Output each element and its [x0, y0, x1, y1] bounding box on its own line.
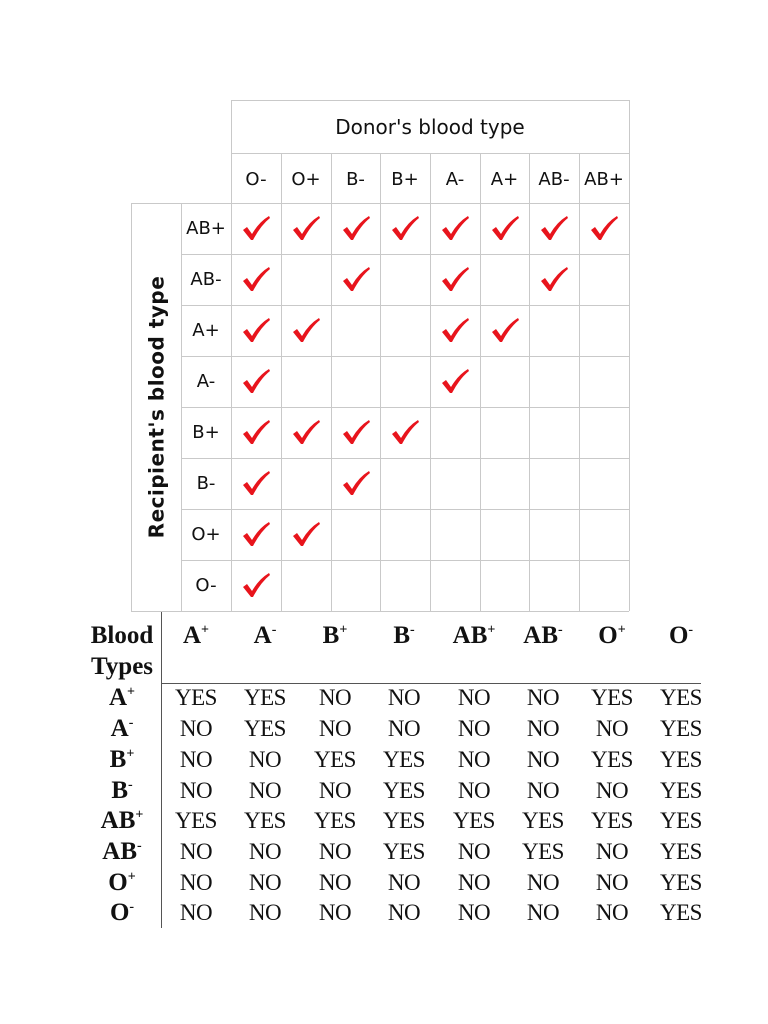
table-cell: YES — [314, 747, 356, 772]
table-cell: YES — [383, 747, 425, 772]
checkmark-icon — [231, 407, 281, 458]
table-cell: NO — [526, 900, 560, 925]
table-cell: NO — [179, 778, 213, 803]
table-cell: YES — [175, 685, 217, 710]
table-cell: NO — [179, 839, 213, 864]
checkmark-icon — [430, 254, 480, 305]
table-cell: YES — [175, 808, 217, 833]
table-cell: YES — [453, 808, 495, 833]
table-cell: YES — [383, 839, 425, 864]
table-cell: NO — [248, 778, 282, 803]
table-cell: NO — [595, 870, 629, 895]
table-cell: NO — [387, 900, 421, 925]
table-cell: NO — [179, 716, 213, 741]
table-row-header: O+ — [108, 869, 136, 896]
table-cell: NO — [595, 778, 629, 803]
recipient-blood-type-title: Recipient's blood type — [144, 275, 168, 539]
donor-type-abneg: AB- — [538, 168, 570, 190]
donor-blood-type-title: Donor's blood type — [335, 114, 525, 139]
checkmark-icon — [281, 509, 331, 560]
checkmark-icon — [231, 203, 281, 254]
table-cell: NO — [248, 747, 282, 772]
checkmark-icon — [231, 305, 281, 356]
donor-type-opos: O+ — [291, 168, 321, 190]
checkmark-icon — [231, 509, 281, 560]
recipient-type-abpos: AB+ — [186, 218, 226, 239]
checkmark-icon — [529, 203, 579, 254]
table-cell: YES — [660, 685, 702, 710]
checkmark-icon — [579, 203, 629, 254]
table-cell: NO — [179, 747, 213, 772]
table-cell: NO — [248, 900, 282, 925]
blood-types-header-line2: Types — [90, 653, 154, 680]
table-column-header: A+ — [182, 622, 210, 649]
recipient-type-abneg: AB- — [190, 269, 222, 290]
table-cell: NO — [387, 716, 421, 741]
table-cell: NO — [248, 870, 282, 895]
checkmark-icon — [430, 305, 480, 356]
table-cell: YES — [591, 808, 633, 833]
donor-type-bneg: B- — [346, 168, 365, 190]
table-column-header: AB+ — [452, 622, 496, 649]
table-horizontal-divider — [161, 683, 701, 684]
table-cell: YES — [591, 747, 633, 772]
table-cell: NO — [387, 685, 421, 710]
table-cell: YES — [244, 716, 286, 741]
checkmark-icon — [231, 356, 281, 407]
table-cell: YES — [660, 808, 702, 833]
table-cell: YES — [314, 808, 356, 833]
table-cell: NO — [457, 900, 491, 925]
table-column-header: A- — [253, 622, 277, 649]
recipient-type-bpos: B+ — [192, 422, 220, 443]
grid-line — [131, 611, 181, 612]
donor-type-bpos: B+ — [391, 168, 419, 190]
table-cell: NO — [595, 900, 629, 925]
table-cell: NO — [457, 685, 491, 710]
table-column-header: B+ — [322, 622, 348, 649]
recipient-type-oneg: O- — [195, 575, 217, 596]
table-cell: NO — [457, 839, 491, 864]
checkmark-icon — [430, 356, 480, 407]
checkmark-icon — [231, 560, 281, 611]
table-cell: NO — [526, 685, 560, 710]
table-column-header: O+ — [598, 622, 626, 649]
table-cell: NO — [318, 900, 352, 925]
table-row-header: O- — [109, 899, 135, 926]
donor-type-oneg: O- — [245, 168, 267, 190]
donor-type-abpos: AB+ — [584, 168, 624, 190]
table-cell: NO — [457, 716, 491, 741]
grid-line — [131, 203, 181, 204]
table-cell: YES — [660, 870, 702, 895]
grid-line — [629, 100, 630, 611]
table-cell: NO — [595, 839, 629, 864]
checkmark-icon — [331, 254, 380, 305]
table-row-header: A+ — [108, 684, 136, 711]
checkmark-icon — [231, 458, 281, 509]
table-row-header: B+ — [109, 746, 135, 773]
table-cell: NO — [318, 685, 352, 710]
checkmark-icon — [480, 305, 529, 356]
donor-type-apos: A+ — [490, 168, 519, 190]
table-row-header: A- — [110, 715, 134, 742]
checkmark-icon — [380, 407, 430, 458]
table-cell: YES — [244, 808, 286, 833]
checkmark-icon — [529, 254, 579, 305]
checkmark-icon — [331, 458, 380, 509]
checkmark-icon — [380, 203, 430, 254]
checkmark-icon — [331, 203, 380, 254]
table-cell: YES — [660, 900, 702, 925]
table-cell: NO — [179, 900, 213, 925]
table-cell: NO — [387, 870, 421, 895]
table-cell: YES — [660, 839, 702, 864]
checkmark-icon — [281, 203, 331, 254]
blood-types-header — [84, 620, 160, 682]
table-row-header: AB- — [102, 838, 142, 865]
table-cell: NO — [595, 716, 629, 741]
table-cell: NO — [318, 839, 352, 864]
grid-line — [231, 100, 629, 101]
table-row-header: B- — [111, 777, 133, 804]
table-cell: NO — [526, 747, 560, 772]
checkmark-icon — [231, 254, 281, 305]
checkmark-icon — [281, 407, 331, 458]
recipient-type-bneg: B- — [196, 473, 216, 494]
table-cell: NO — [248, 839, 282, 864]
table-column-header: B- — [393, 622, 415, 649]
table-cell: NO — [457, 870, 491, 895]
table-column-header: AB- — [523, 622, 563, 649]
recipient-blood-type-title-wrap — [131, 203, 181, 611]
grid-line — [181, 611, 629, 612]
table-cell: NO — [318, 778, 352, 803]
table-cell: YES — [591, 685, 633, 710]
recipient-type-apos: A+ — [192, 320, 220, 341]
table-cell: YES — [522, 808, 564, 833]
table-cell: YES — [244, 685, 286, 710]
table-cell: NO — [457, 778, 491, 803]
table-row-header: AB+ — [100, 807, 144, 834]
table-cell: NO — [526, 716, 560, 741]
table-cell: NO — [526, 778, 560, 803]
table-cell: YES — [383, 808, 425, 833]
table-cell: NO — [179, 870, 213, 895]
table-cell: YES — [660, 747, 702, 772]
grid-line — [131, 203, 132, 611]
blood-types-header-line1: Blood — [90, 622, 154, 649]
donor-type-aneg: A- — [445, 168, 465, 190]
table-cell: NO — [526, 870, 560, 895]
table-cell: YES — [522, 839, 564, 864]
recipient-type-aneg: A- — [196, 371, 216, 392]
table-cell: YES — [660, 716, 702, 741]
recipient-type-opos: O+ — [191, 524, 221, 545]
checkmark-icon — [281, 305, 331, 356]
checkmark-icon — [480, 203, 529, 254]
checkmark-icon — [331, 407, 380, 458]
table-column-header: O- — [668, 622, 694, 649]
table-cell: YES — [660, 778, 702, 803]
table-cell: YES — [383, 778, 425, 803]
table-cell: NO — [457, 747, 491, 772]
table-cell: NO — [318, 716, 352, 741]
checkmark-icon — [430, 203, 480, 254]
table-cell: NO — [318, 870, 352, 895]
